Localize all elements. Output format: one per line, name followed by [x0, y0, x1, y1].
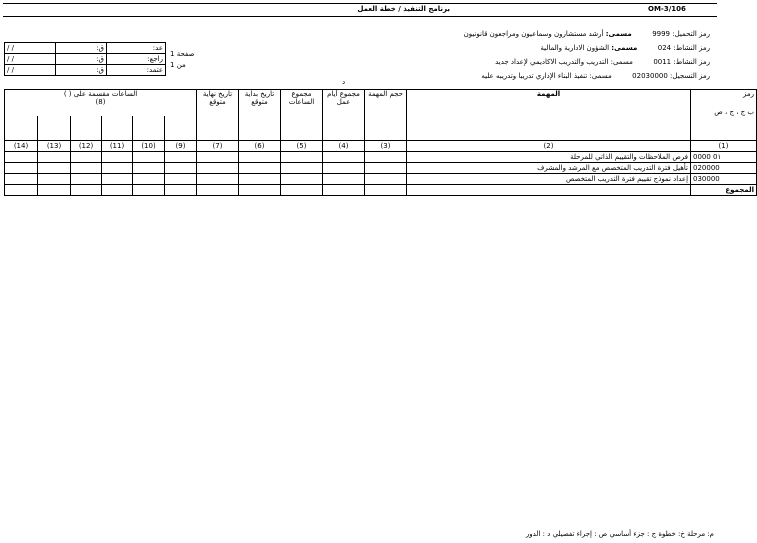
- total-days-header: مجموع أيام عمل: [323, 90, 365, 141]
- signature-table: [4, 42, 166, 76]
- info-label: رمز النشاط:: [673, 44, 710, 52]
- col-number: (13): [38, 141, 71, 152]
- header-row: [5, 90, 757, 117]
- total-spacer: [407, 185, 691, 196]
- col-number: (11): [102, 141, 133, 152]
- info-name: التدريب والتدريب الاكاديمي لإعداد جديد: [495, 58, 609, 66]
- task-cell: فرص الملاحظات والتقييم الذاتي للمرحلة: [407, 152, 691, 163]
- col-number: (7): [197, 141, 239, 152]
- hours-subcol: [102, 116, 133, 141]
- weight-header: حجم المهمة: [365, 90, 407, 141]
- page-label: صفحة: [176, 50, 195, 58]
- code-header-label: رمز: [743, 90, 755, 98]
- page-of-label: من: [176, 61, 186, 69]
- hours-subcol: [5, 116, 38, 141]
- signature-row: [5, 54, 166, 65]
- signature-role: عد:: [107, 43, 166, 54]
- page-number: 1: [170, 50, 175, 58]
- info-name: أرشد مستشارون وسماعيون ومراجعون قانونيون: [463, 30, 604, 38]
- info-name-label: مسمى:: [610, 58, 633, 66]
- signature-role: عتمد:: [107, 65, 166, 76]
- col-number: (2): [407, 141, 691, 152]
- info-name-label: مسمى:: [611, 44, 638, 52]
- col-number: (4): [323, 141, 365, 152]
- info-code: 02030000: [632, 72, 668, 80]
- task-cell: إعداد نموذج تقييم فترة التدريب المتخصص: [407, 174, 691, 185]
- code-header: [691, 90, 757, 141]
- hours-subcol: [71, 116, 102, 141]
- col-number: (9): [165, 141, 197, 152]
- total-row: [5, 185, 757, 196]
- hours-subcol: [165, 116, 197, 141]
- info-name-label: مسمى:: [589, 72, 612, 80]
- hours-group-header: [5, 90, 197, 117]
- col-number: (10): [133, 141, 165, 152]
- info-label: رمز التحميل:: [672, 30, 710, 38]
- page-title: برنامج التنفيذ / خطة العمل: [357, 5, 450, 13]
- info-label: رمز التسجيل:: [670, 72, 710, 80]
- info-row: [410, 58, 710, 66]
- info-name: الشؤون الادارية والمالية: [540, 44, 610, 52]
- info-code: 0011: [653, 58, 672, 66]
- code-cell: 0000 0١: [691, 152, 757, 163]
- page-total: 1: [170, 61, 175, 69]
- info-mark: د: [342, 78, 346, 86]
- code-header-sub: ب ج ، ج ، ص: [714, 108, 755, 116]
- start-date-header: تاريخ بداية متوقع: [239, 90, 281, 141]
- page-of-indicator: [170, 61, 186, 69]
- code-cell: 020000: [691, 163, 757, 174]
- signature-date: / /: [5, 43, 56, 54]
- col-number: (6): [239, 141, 281, 152]
- signature-date: / /: [5, 65, 56, 76]
- info-name: تنفيذ البناء الإداري تدريبا وتدريبه عليه: [481, 72, 588, 80]
- page-indicator: [170, 50, 194, 58]
- col-number: (5): [281, 141, 323, 152]
- hours-group-label: الساعات مقسمة على ( ): [63, 90, 138, 98]
- col-number: (3): [365, 141, 407, 152]
- work-plan-table: [4, 89, 757, 196]
- header-bottom-line: [3, 16, 717, 17]
- signature-row: [5, 65, 166, 76]
- info-code: 024: [657, 44, 672, 52]
- signature-sig: ق:: [56, 43, 107, 54]
- col-number: (12): [71, 141, 102, 152]
- total-hours-header: مجموع الساعات: [281, 90, 323, 141]
- hours-group-number: (8): [95, 98, 106, 106]
- hours-subcol: [38, 116, 71, 141]
- column-number-row: [5, 141, 757, 152]
- table-row: [5, 163, 757, 174]
- signature-sig: ق:: [56, 65, 107, 76]
- signature-sig: ق:: [56, 54, 107, 65]
- signature-role: راجع:: [107, 54, 166, 65]
- col-number: (14): [5, 141, 38, 152]
- form-code: OM-3/106: [648, 5, 686, 13]
- table-row: [5, 152, 757, 163]
- info-name-label: مسمى:: [605, 30, 632, 38]
- info-row: [410, 30, 710, 38]
- code-cell: 030000: [691, 174, 757, 185]
- info-code: 9999: [652, 30, 671, 38]
- signature-date: / /: [5, 54, 56, 65]
- task-cell: تأهيل فترة التدريب المتخصص مع المرشد والمشرف: [407, 163, 691, 174]
- info-label: رمز النشاط:: [673, 58, 710, 66]
- end-date-header: تاريخ نهاية متوقع: [197, 90, 239, 141]
- header-top-line: [3, 3, 717, 4]
- table-row: [5, 174, 757, 185]
- signature-row: [5, 43, 166, 54]
- footer-legend: م: مرحلة خ: خطوة ج : جزء أساسي ص : إجراء تفصيلي د : الدور: [525, 530, 714, 538]
- col-number: (1): [691, 141, 757, 152]
- task-header: المهمة: [407, 90, 691, 141]
- total-label: المجموع: [691, 185, 757, 196]
- info-row: [410, 72, 710, 80]
- info-row: [410, 44, 710, 52]
- hours-subcol: [133, 116, 165, 141]
